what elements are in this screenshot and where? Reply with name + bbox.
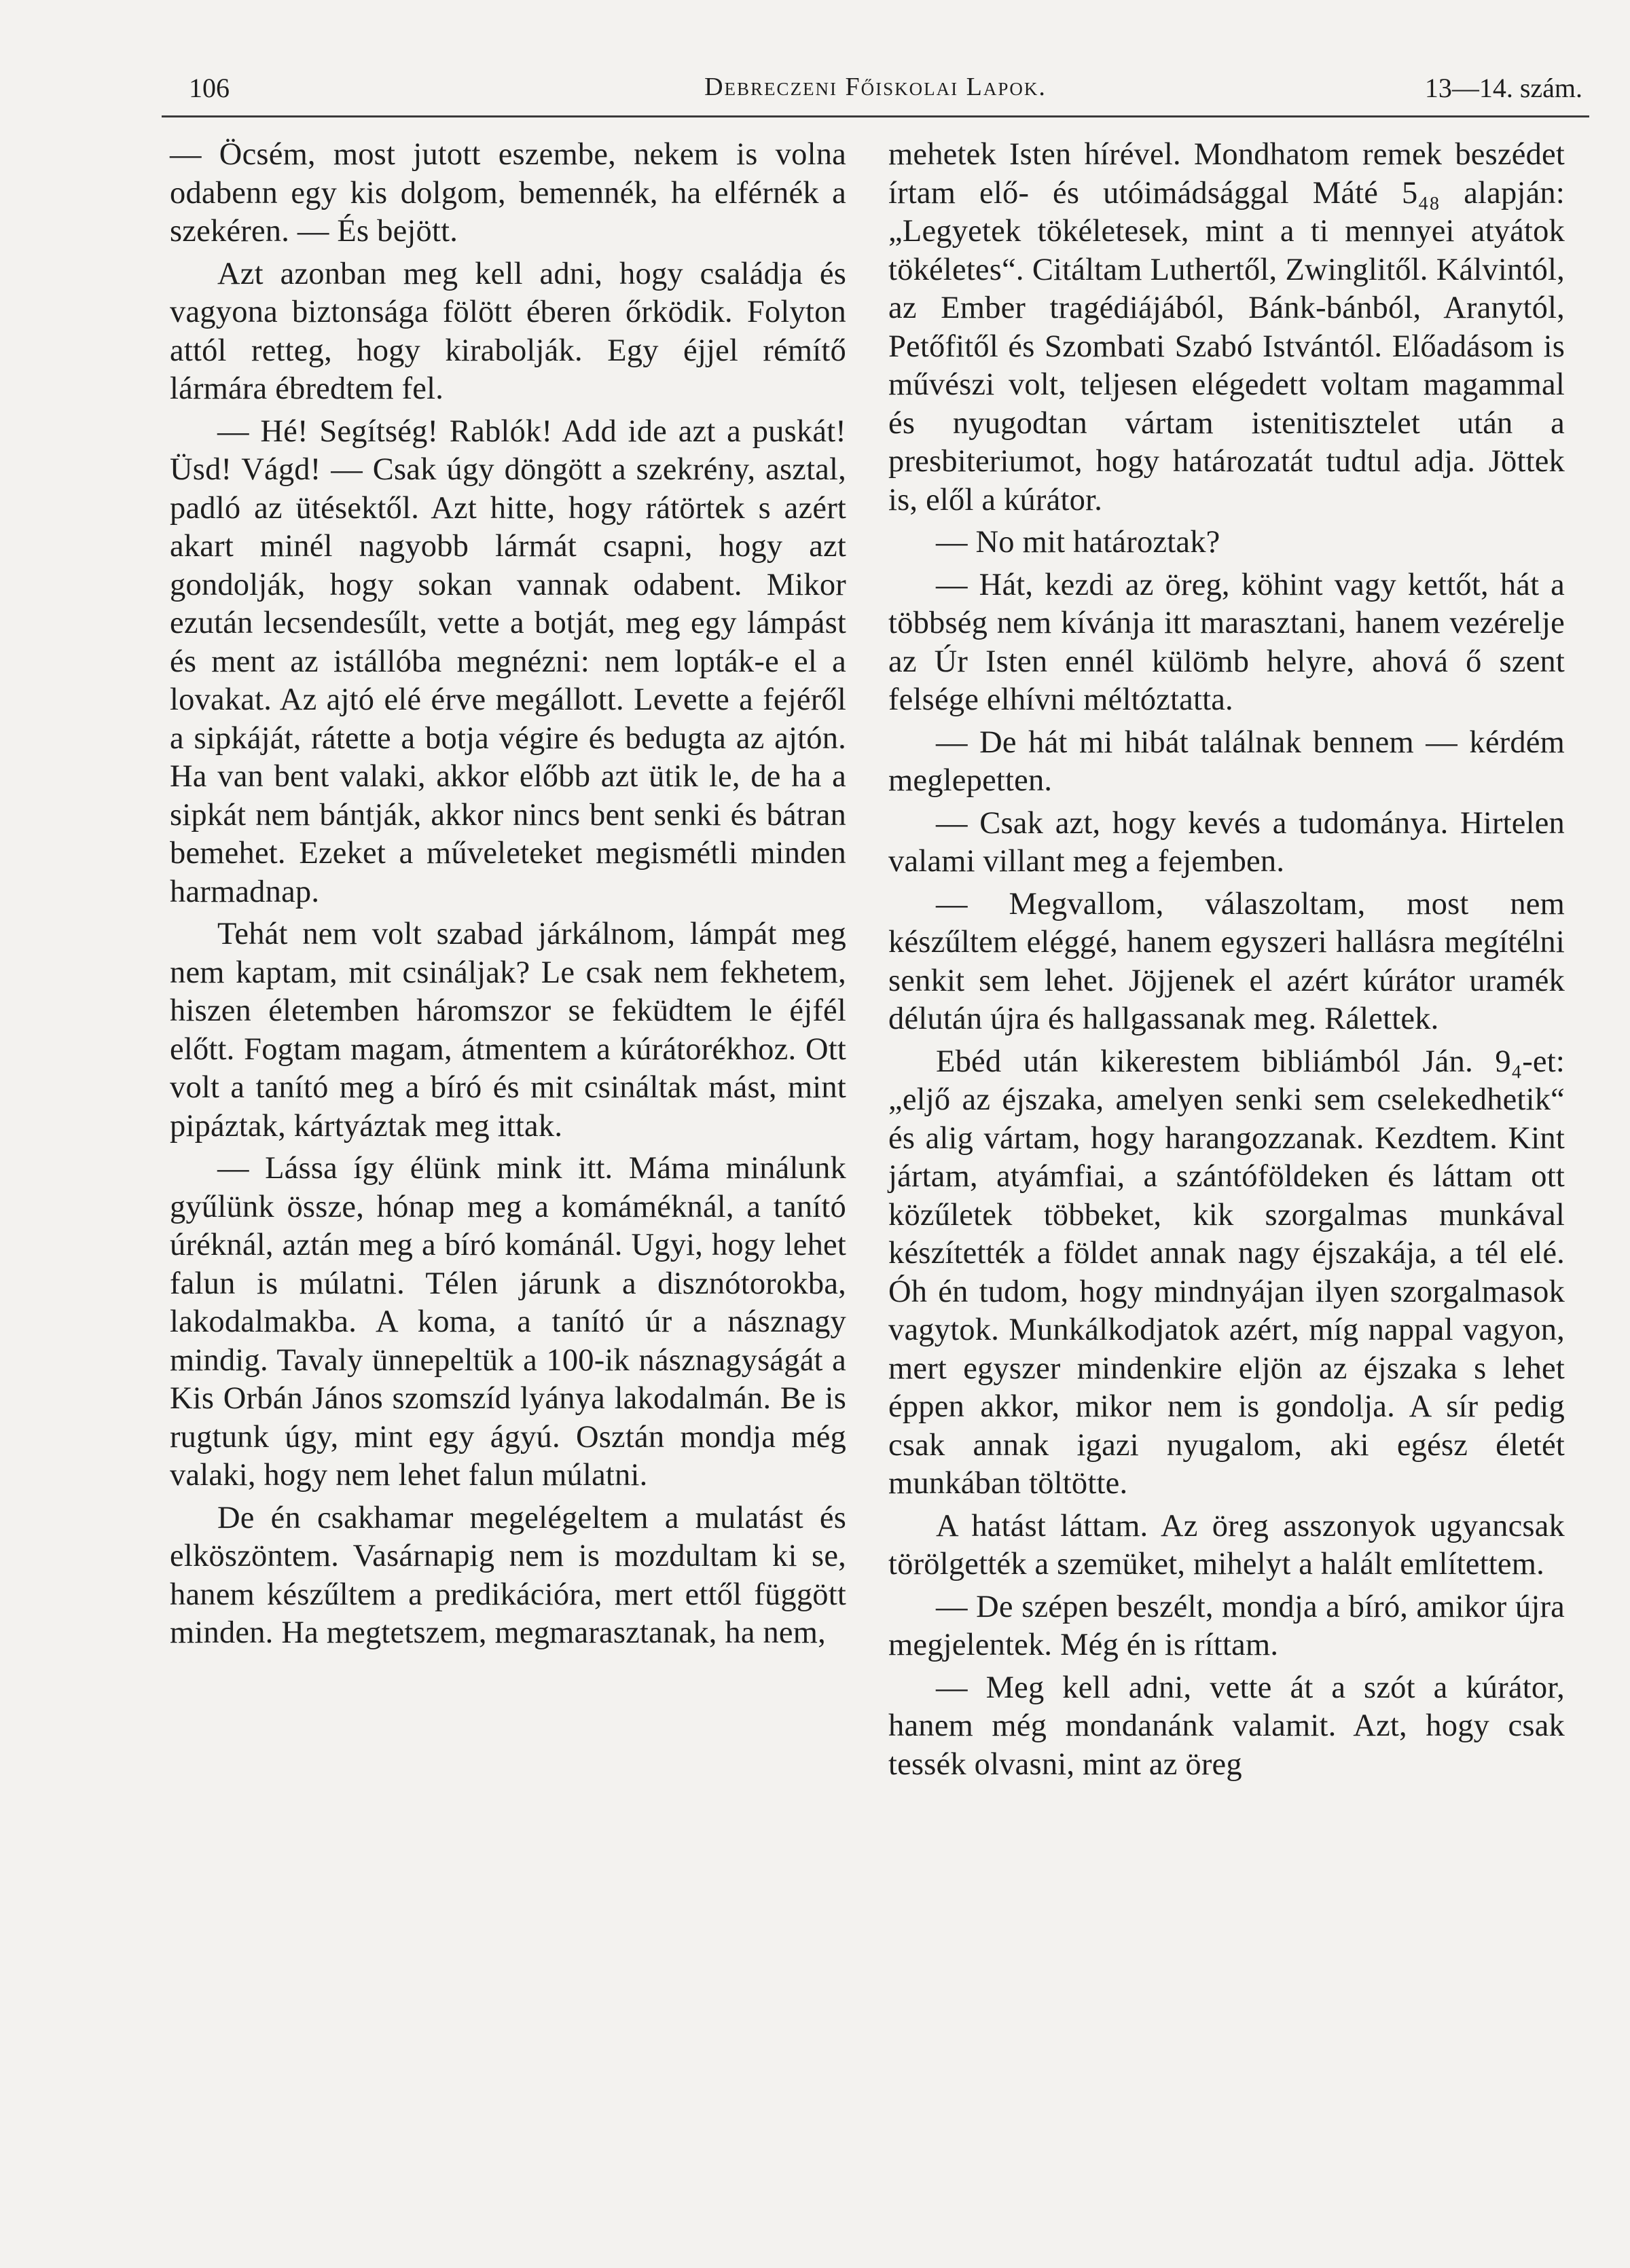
paragraph: — Csak azt, hogy kevés a tudománya. Hirtelen valami villant meg a fejemben. [888, 805, 1565, 879]
paragraph: Tehát nem volt szabad járkálnom, lámpát meg nem kaptam, mit csináljak? Le csak nem fekhetem, hiszen életemben háromszor se feküdtem le éjfél előtt. Fogtam magam, átmentem a kúrátorékhoz. Ott volt a tanító meg a bíró és mit csináltak mást, mint pipáztak, kártyáztak meg ittak. [170, 917, 846, 1144]
paragraph: — Öcsém, most jutott eszembe, nekem is volna odabenn egy kis dolgom, bemennék, ha elférnék a szekéren. — És bejött. [170, 137, 846, 249]
paragraph: Azt azonban meg kell adni, hogy családja és vagyona biztonsága fölött éberen őrködik. Folyton attól retteg, hogy kirabolják. Egy éjjel rémítő lármára ébredtem fel. [170, 256, 846, 406]
page-number: 106 [189, 73, 230, 103]
paragraph: — Lássa így élünk mink itt. Máma minálunk gyűlünk össze, hónap meg a komáméknál, a tanító úréknál, aztán meg a bíró kománál. Ugyi, hogy lehet falun is múlatni. Télen járunk a disznótorokba, lakodalmakba. A koma, a tanító úr a násznagy mindig. Tavaly ünnepeltük a 100-ik násznagyságát a Kis Orbán János szomszíd lyánya lakodalmán. Be is rugtunk úgy, mint egy ágyú. Osztán mondja még valaki, hogy nem lehet falun múlatni. [170, 1151, 846, 1493]
page-header [162, 67, 1589, 117]
paragraph: De én csakhamar megelégeltem a mulatást és elköszöntem. Vasárnapig nem is mozdultam ki se, hanem készűltem a predikációra, mert ettől függött minden. Ha megtetszem, megmarasztanak, ha nem, [170, 1500, 846, 1650]
right-column [888, 136, 1565, 1788]
paragraph: — Hát, kezdi az öreg, köhint vagy kettőt, hát a többség nem kívánja itt marasztani, hanem vezérelje az Úr Isten ennél külömb helyre, ahová ő szent felsége elhívni méltóztatta. [888, 567, 1565, 717]
paragraph: mehetek Isten hírével. Mondhatom remek beszédet írtam elő- és utóimádsággal Máté 5₄₈ alapján: „Legyetek tökéletesek, mint a ti mennyei atyátok tökéletes“. Citáltam Luthertől, Zwinglitől. Kálvintól, az Ember tragédiájából, Bánk-bánból, Aranytól, Petőfitől és Szombati Szabó Istvántól. Előadásom is művészi volt, teljesen elégedett voltam magammal és nyugodtan vártam istenitisztelet után a presbiteriumot, hogy határozatát tudtul adja. Jöttek is, elől a kúrátor. [888, 137, 1565, 517]
paragraph: — De szépen beszélt, mondja a bíró, amikor újra megjelentek. Még én is ríttam. [888, 1589, 1565, 1662]
paragraph: A hatást láttam. Az öreg asszonyok ugyancsak törölgették a szemüket, mihelyt a halált említettem. [888, 1508, 1565, 1581]
paragraph: — Megvallom, válaszoltam, most nem készűltem eléggé, hanem egyszeri hallásra megítélni senkit sem lehet. Jöjjenek el azért kúrátor uramék délután újra és hallgassanak meg. Rálettek. [888, 886, 1565, 1036]
paragraph: — Meg kell adni, vette át a szót a kúrátor, hanem még mondanánk valamit. Azt, hogy csak tessék olvasni, mint az öreg [888, 1670, 1565, 1782]
paragraph: — De hát mi hibát találnak bennem — kérdém meglepetten. [888, 725, 1565, 798]
issue-number: 13—14. szám. [1424, 73, 1582, 103]
paragraph: Ebéd után kikerestem bibliámból Ján. 9₄-et: „eljő az éjszaka, amelyen senki sem cselekedhetik“ és alig vártam, hogy harangozzanak. Kezdtem. Kint jártam, atyámfiai, a szántóföldeken és láttam ott közűletek többeket, kik szorgalmas munkával készítették a földet annak nagy éjszakája, a tél elé. Óh én tudom, hogy mindnyájan ilyen szorgalmasok vagytok. Munkálkodjatok azért, míg nappal vagyon, mert egyszer mindenkire eljön az éjszaka s lehet éppen akkor, mikor nem is gondolja. A sír pedig csak annak igazi nyugalom, aki egész életét munkában töltötte. [888, 1044, 1565, 1501]
journal-title: Debreczeni Főiskolai Lapok. [704, 73, 1047, 101]
paragraph: — No mit határoztak? [936, 525, 1220, 560]
paragraph: — Hé! Segítség! Rablók! Add ide azt a puskát! Üsd! Vágd! — Csak úgy döngött a szekrény, asztal, padló az ütésektől. Azt hitte, hogy rátörtek s azért akart minél nagyobb lármát csapni, hogy azt gondolják, hogy sokan vannak odabent. Mikor ezután lecsendesűlt, vette a botját, meg egy lámpást és ment az istállóba megnézni: nem lopták-e el a lovakat. Az ajtó elé érve megállott. Levette a fejéről a sipkáját, rátette a botja végire és bedugta az ajtón. Ha van bent valaki, akkor előbb azt ütik le, de ha a sipkát nem bántják, akkor nincs bent senki és bátran bemehet. Ezeket a műveleteket megismétli minden harmadnap. [170, 414, 846, 909]
left-column [170, 136, 846, 1657]
